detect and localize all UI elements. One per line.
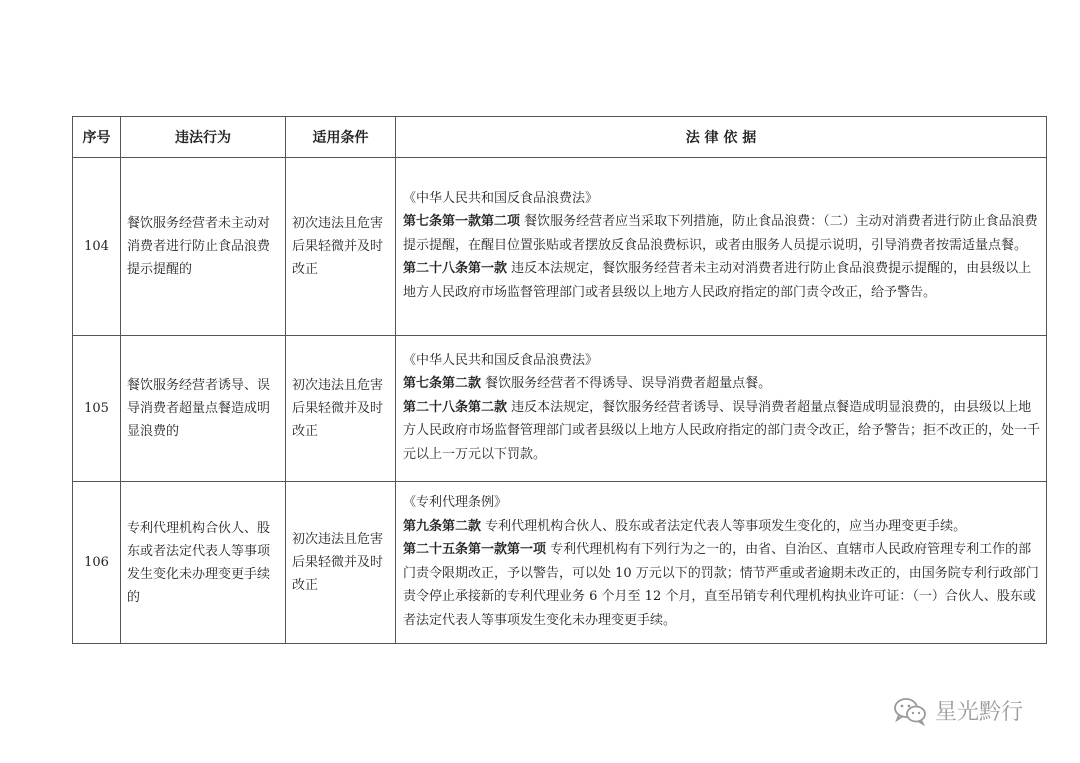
law-clause bbox=[403, 257, 1040, 304]
row-number: 104 bbox=[73, 158, 121, 336]
table-row bbox=[73, 336, 1047, 482]
header-legal-basis: 法 律 依 据 bbox=[396, 117, 1047, 158]
table-row bbox=[73, 158, 1047, 336]
condition-text: 初次违法且危害后果轻微并及时改正 bbox=[286, 158, 396, 336]
clause-text: 专利代理机构合伙人、股东或者法定代表人等事项发生变化的，应当办理变更手续。 bbox=[481, 518, 967, 534]
clause-ref: 第二十五条第一款第一项 bbox=[403, 542, 547, 557]
law-clause bbox=[403, 515, 1040, 539]
clause-ref: 第二十八条第二款 bbox=[403, 399, 508, 415]
row-number: 106 bbox=[73, 482, 121, 644]
law-title: 《专利代理条例》 bbox=[403, 495, 508, 510]
header-condition: 适用条件 bbox=[286, 117, 396, 158]
law-table bbox=[72, 116, 1047, 644]
clause-text: 餐饮服务经营者应当采取下列措施，防止食品浪费：（二）主动对消费者进行防止食品浪费提示提醒，在醒目位置张贴或者摆放反食品浪费标识，或者由服务人员提示说明，引导消费者按需适量点餐。 bbox=[403, 214, 1038, 253]
header-violation: 违法行为 bbox=[121, 117, 286, 158]
legal-basis bbox=[396, 158, 1047, 336]
violation-text: 餐饮服务经营者诱导、误导消费者超量点餐造成明显浪费的 bbox=[121, 336, 286, 482]
law-clause bbox=[403, 396, 1040, 467]
violation-text: 餐饮服务经营者未主动对消费者进行防止食品浪费提示提醒的 bbox=[121, 158, 286, 336]
violation-text: 专利代理机构合伙人、股东或者法定代表人等事项发生变化未办理变更手续的 bbox=[121, 482, 286, 644]
clause-ref: 第九条第二款 bbox=[403, 518, 482, 534]
clause-text: 违反本法规定，餐饮服务经营者未主动对消费者进行防止食品浪费提示提醒的，由县级以上地方人民政府市场监督管理部门或者县级以上地方人民政府指定的部门责令改正，给予警告。 bbox=[403, 261, 1032, 300]
watermark bbox=[893, 695, 1023, 726]
condition-text: 初次违法且危害后果轻微并及时改正 bbox=[286, 336, 396, 482]
header-number: 序号 bbox=[73, 117, 121, 158]
law-clause bbox=[403, 538, 1040, 632]
law-clause bbox=[403, 372, 1040, 396]
condition-text: 初次违法且危害后果轻微并及时改正 bbox=[286, 482, 396, 644]
watermark-text: 星光黔行 bbox=[935, 700, 1024, 725]
legal-basis bbox=[396, 336, 1047, 482]
clause-ref: 第七条第一款第二项 bbox=[403, 214, 521, 230]
table-header-row bbox=[73, 117, 1047, 158]
clause-ref: 第二十八条第一款 bbox=[403, 261, 508, 277]
wechat-icon bbox=[893, 696, 927, 726]
table-row bbox=[73, 482, 1047, 644]
law-title: 《中华人民共和国反食品浪费法》 bbox=[403, 190, 599, 206]
row-number: 105 bbox=[73, 336, 121, 482]
law-title: 《中华人民共和国反食品浪费法》 bbox=[403, 352, 599, 368]
clause-text: 专利代理机构有下列行为之一的，由省、自治区、直辖市人民政府管理专利工作的部门责令限期改正，予以警告，可以处 10 万元以下的罚款；情节严重或者逾期未改正的，由国务院专利行政部门责令停止承接新的专利代理业务 6 个月至 12 个月，直至吊销专利代理机构执业许可证：（一）合伙人、股东或者法定代表人等事项发生变化未办理变更手续。 bbox=[403, 542, 1039, 628]
legal-basis bbox=[396, 482, 1047, 644]
clause-text: 餐饮服务经营者不得诱导、误导消费者超量点餐。 bbox=[481, 376, 772, 392]
clause-ref: 第七条第二款 bbox=[403, 376, 482, 392]
clause-text: 违反本法规定，餐饮服务经营者诱导、误导消费者超量点餐造成明显浪费的，由县级以上地方人民政府市场监督管理部门或者县级以上地方人民政府指定的部门责令改正，给予警告；拒不改正的，处一千元以上一万元以下罚款。 bbox=[403, 399, 1041, 462]
law-clause bbox=[403, 210, 1040, 257]
